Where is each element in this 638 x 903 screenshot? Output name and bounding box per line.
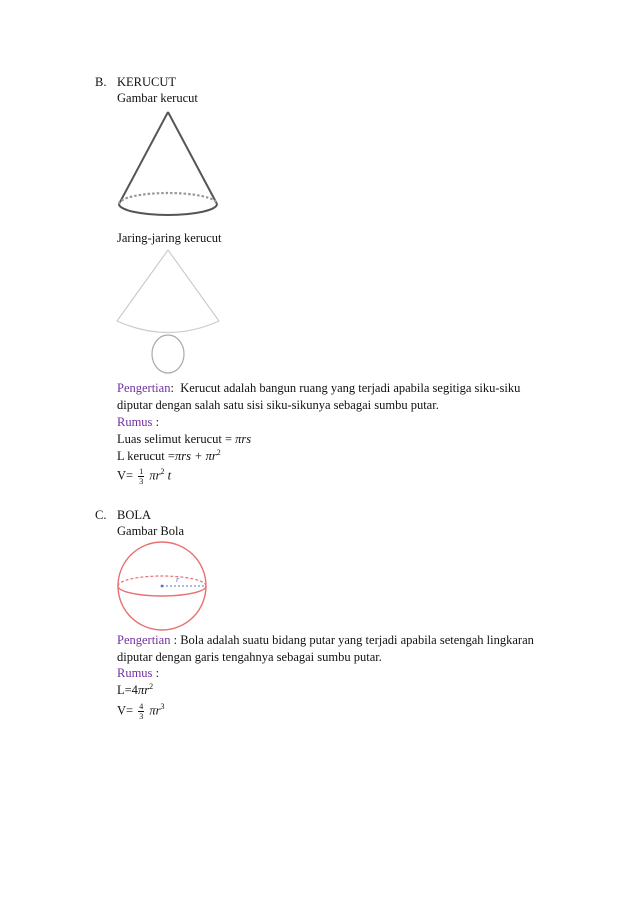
cone-definition-label: Pengertian bbox=[117, 381, 171, 395]
sphere-radius-label: r bbox=[176, 575, 180, 584]
cone-formula-label: Rumus : bbox=[117, 415, 160, 429]
section-b-title: KERUCUT bbox=[117, 75, 177, 89]
sphere-formula-label: Rumus : bbox=[117, 666, 160, 680]
section-b-marker: B. bbox=[95, 75, 107, 89]
cone-formula-volume: V= $\frac{1}{3}$ $\pi r^2$ t bbox=[117, 467, 172, 486]
sphere-definition-line1: Pengertian : Bola adalah suatu bidang putar yang terjadi apabila setengah lingkaran bbox=[117, 633, 534, 647]
cone-net-figure bbox=[108, 248, 228, 378]
cone-formula-lateral-area: Luas selimut kerucut = πrs bbox=[117, 432, 252, 446]
sphere-picture-caption: Gambar Bola bbox=[117, 524, 184, 538]
sphere-definition-line2: diputar dengan garis tengahnya sebagai sumbu putar. bbox=[117, 650, 382, 664]
cone-picture-caption: Gambar kerucut bbox=[117, 91, 198, 105]
section-c-title: BOLA bbox=[117, 508, 152, 522]
cone-figure bbox=[108, 108, 228, 220]
sphere-formula-volume: V= $\frac{4}{3}$ $\pi r^3$ bbox=[117, 702, 165, 721]
cone-definition-line1: Pengertian: Kerucut adalah bangun ruang yang terjadi apabila segitiga siku-siku bbox=[117, 381, 521, 395]
sphere-formula-surface-area: $L=4\pi r^2$ bbox=[117, 681, 154, 697]
cone-definition-line2: diputar dengan salah satu sisi siku-sikunya sebagai sumbu putar. bbox=[117, 398, 439, 412]
fraction-four-thirds: $\frac{4}{3}$ bbox=[139, 702, 144, 721]
sphere-figure bbox=[112, 538, 212, 634]
fraction-one-third: $\frac{1}{3}$ bbox=[139, 467, 144, 486]
section-c-marker: C. bbox=[95, 508, 107, 522]
cone-net-caption: Jaring-jaring kerucut bbox=[117, 231, 222, 245]
sphere-definition-label: Pengertian bbox=[117, 633, 171, 647]
cone-formula-surface-area: L kerucut $=\pi rs + \pi r^2$ bbox=[117, 447, 221, 463]
